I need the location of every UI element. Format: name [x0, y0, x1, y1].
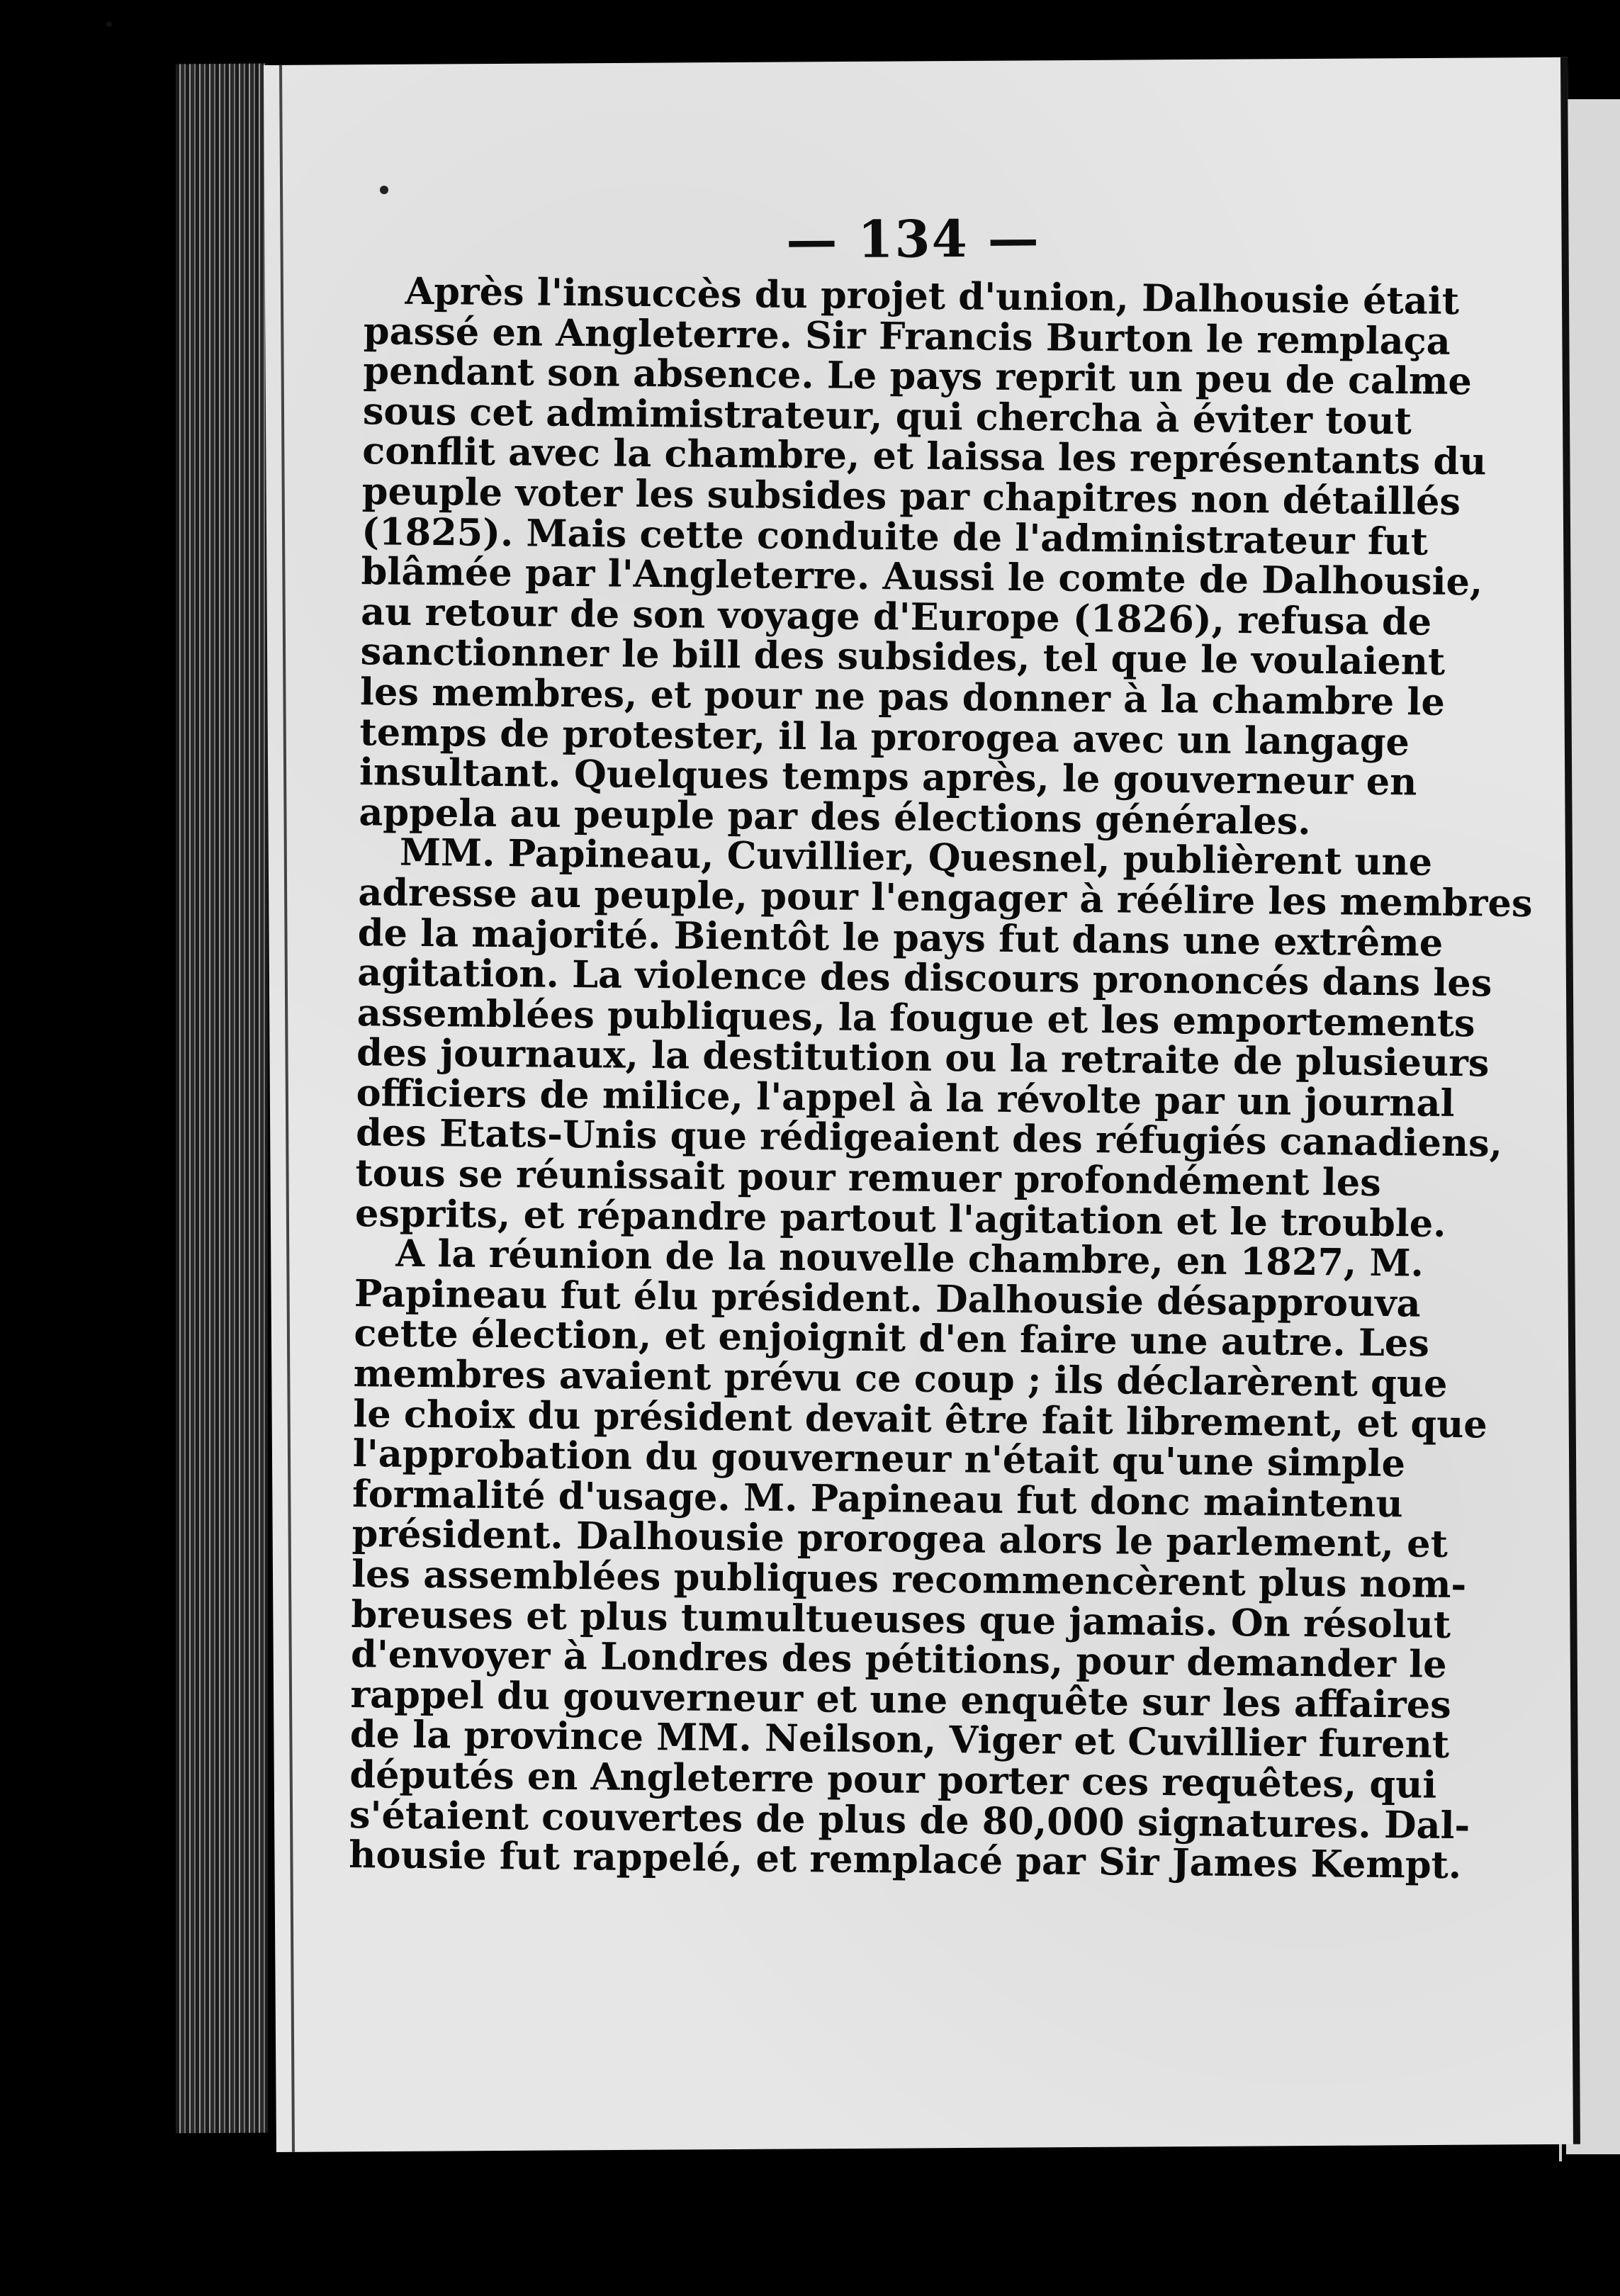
- text-line: les membres, et pour ne pas donner à la chambre le: [359, 670, 1446, 724]
- text-line: esprits, et répandre partout l'agitation et le trouble.: [354, 1191, 1446, 1246]
- text-line: de la majorité. Bientôt le pays fut dans une extrême: [357, 911, 1444, 965]
- text-line: assemblées publiques, la fougue et les emportements: [356, 991, 1475, 1045]
- text-line: peuple voter les subsides par chapitres non détaillés: [361, 470, 1461, 524]
- text-line: s'étaient couvertes de plus de 80,000 signatures. Dal-: [349, 1793, 1470, 1847]
- text-line: officiers de milice, l'appel à la révolte par un journal: [356, 1071, 1455, 1125]
- text-line: d'envoyer à Londres des pétitions, pour demander le: [350, 1633, 1447, 1687]
- text-line: au retour de son voyage d'Europe (1826), refusa de: [360, 590, 1432, 644]
- text-line: tous se réunissait pour remuer profondément les: [355, 1152, 1382, 1205]
- text-line: blâmée par l'Angleterre. Aussi le comte de Dalhousie,: [361, 550, 1483, 604]
- text-line: le choix du président devait être fait librement, et que: [353, 1392, 1488, 1447]
- text-line: pendant son absence. Le pays reprit un peu de calme: [363, 349, 1473, 404]
- text-line: députés en Angleterre pour porter ces requêtes, qui: [349, 1753, 1437, 1807]
- text-line: breuses et plus tumultueuses que jamais. On résolut: [351, 1592, 1451, 1647]
- text-line: Papineau fut élu président. Dalhousie désapprouva: [354, 1271, 1421, 1326]
- text-line: sanctionner le bill des subsides, tel que le voulaient: [360, 630, 1446, 685]
- text-line: l'approbation du gouverneur n'était qu'une simple: [352, 1432, 1406, 1486]
- text-line: rappel du gouverneur et une enquête sur les affaires: [350, 1672, 1452, 1727]
- paragraph-2: [354, 831, 1533, 1246]
- text-line: appela au peuple par des élections générales.: [359, 790, 1311, 843]
- text-line: formalité d'usage. M. Papineau fut donc maintenu: [351, 1472, 1403, 1526]
- text-line: (1825). Mais cette conduite de l'administrateur fut: [361, 510, 1429, 564]
- book-page-edges: [176, 64, 268, 2134]
- text-line: A la réunion de la nouvelle chambre, en 1827, M.: [395, 1232, 1424, 1285]
- text-line: des journaux, la destitution ou la retraite de plusieurs: [356, 1031, 1490, 1086]
- paragraph-1: [359, 269, 1487, 843]
- book-page: [264, 57, 1580, 2152]
- text-line: conflit avec la chambre, et laissa les représentants du: [362, 429, 1487, 484]
- text-line: cette élection, et enjoignit d'en faire une autre. Les: [354, 1312, 1430, 1366]
- text-line: insultant. Quelques temps après, le gouverneur en: [359, 750, 1417, 804]
- page-body-text: [349, 269, 1533, 1888]
- text-line: des Etats-Unis que rédigeaient des réfugiés canadiens,: [355, 1111, 1503, 1166]
- paragraph-3: [349, 1232, 1488, 1888]
- text-line: temps de protester, il la prorogea avec un langage: [359, 710, 1410, 764]
- text-line: agitation. La violence des discours prononcés dans les: [356, 951, 1492, 1006]
- scan-speck: [380, 186, 388, 194]
- page-number: — 134 —: [786, 208, 1040, 270]
- gutter-line: [279, 65, 295, 2152]
- text-line: sous cet admimistrateur, qui chercha à éviter tout: [362, 389, 1412, 444]
- text-line: adresse au peuple, pour l'engager à réélire les membres: [358, 871, 1533, 925]
- text-line: housie fut rappelé, et remplacé par Sir James Kempt.: [349, 1833, 1462, 1888]
- text-line: les assemblées publiques recommencèrent plus nom-: [351, 1553, 1467, 1607]
- text-line: MM. Papineau, Cuvillier, Quesnel, publièrent une: [399, 831, 1433, 884]
- text-line: passé en Angleterre. Sir Francis Burton le remplaça: [363, 309, 1451, 364]
- text-line: président. Dalhousie prorogea alors le parlement, et: [351, 1512, 1449, 1567]
- text-line: de la province MM. Neilson, Viger et Cuvillier furent: [349, 1713, 1450, 1767]
- text-line: Après l'insuccès du projet d'union, Dalhousie était: [405, 269, 1460, 323]
- text-line: membres avaient prévu ce coup ; ils déclarèrent que: [353, 1352, 1448, 1406]
- scan-speck: [106, 21, 112, 27]
